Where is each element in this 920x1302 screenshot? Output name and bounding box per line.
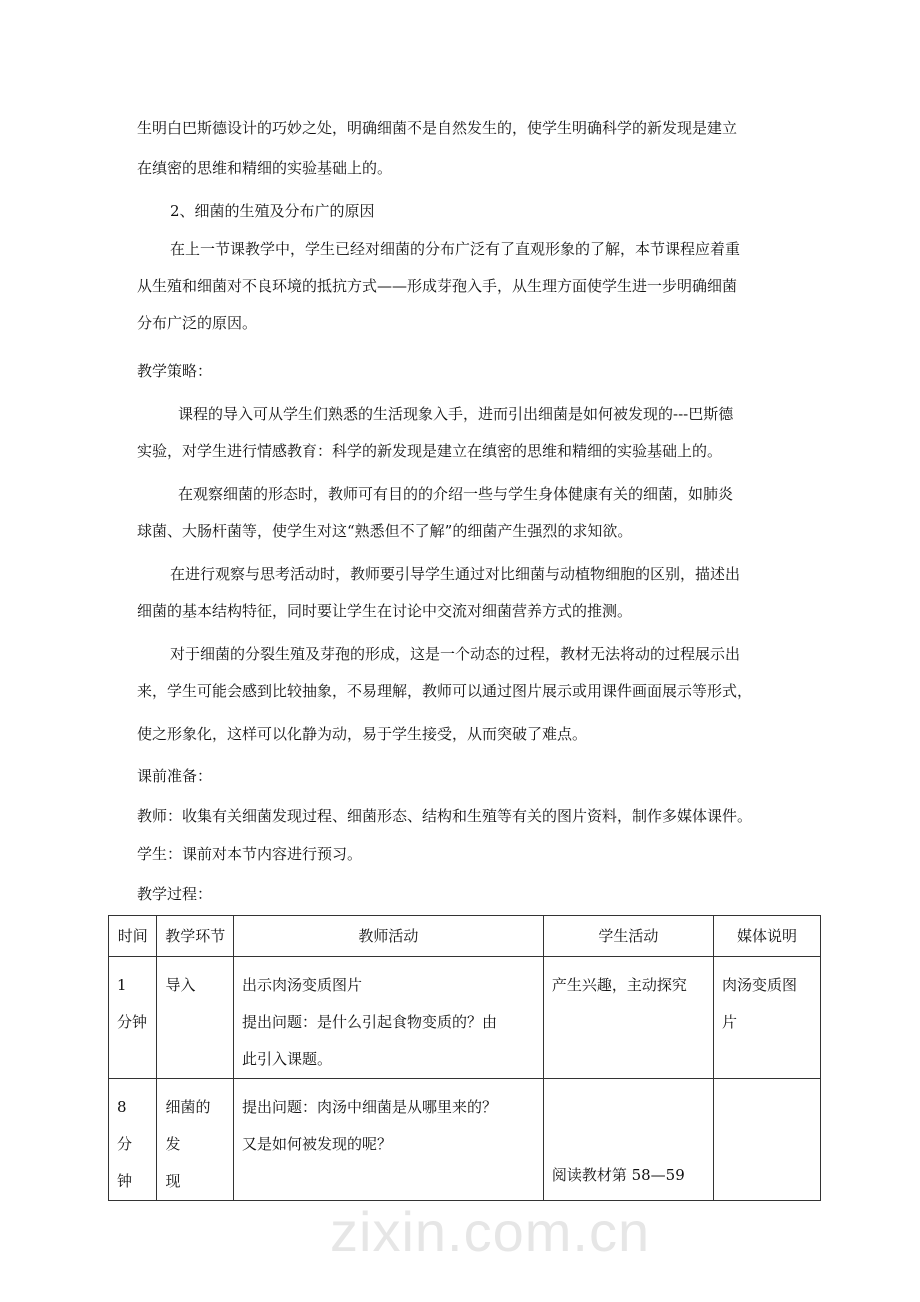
section-heading: 2、细菌的生殖及分布广的原因 bbox=[170, 202, 375, 220]
cell-line: 此引入课题。 bbox=[242, 1050, 333, 1068]
cell-media bbox=[713, 1079, 820, 1201]
text-line: 使之形象化，这样可以化静为动，易于学生接受，从而突破了难点。 bbox=[137, 725, 588, 743]
cell-media bbox=[713, 957, 820, 1079]
cell-stage bbox=[157, 1079, 234, 1201]
table-header-row bbox=[109, 916, 821, 957]
cell-student: 产生兴趣，主动探究 bbox=[543, 957, 713, 1079]
cell-line: 片 bbox=[721, 1013, 737, 1031]
cell-student bbox=[543, 1079, 713, 1201]
section-heading: 教学过程： bbox=[137, 885, 213, 903]
cell-line: 1 bbox=[117, 976, 127, 994]
text-line: 对于细菌的分裂生殖及芽孢的形成，这是一个动态的过程，教材无法将动的过程展示出 bbox=[170, 645, 741, 663]
text-line: 在进行观察与思考活动时，教师要引导学生通过对比细菌与动植物细胞的区别，描述出 bbox=[170, 565, 741, 583]
text-line: 细菌的基本结构特征，同时要让学生在讨论中交流对细菌营养方式的推测。 bbox=[137, 602, 633, 620]
header-media: 媒体说明 bbox=[713, 916, 820, 957]
section-heading: 教学策略： bbox=[137, 362, 213, 380]
header-stage: 教学环节 bbox=[157, 916, 234, 957]
text-line: 在上一节课教学中，学生已经对细菌的分布广泛有了直观形象的了解，本节课程应着重 bbox=[170, 240, 741, 258]
text-line: 在缜密的思维和精细的实验基础上的。 bbox=[137, 159, 393, 177]
text-line: 学生：课前对本节内容进行预习。 bbox=[137, 845, 363, 863]
header-student: 学生活动 bbox=[543, 916, 713, 957]
cell-line: 分钟 bbox=[117, 1013, 148, 1031]
text-line: 在观察细菌的形态时，教师可有目的的介绍一些与学生身体健康有关的细菌，如肺炎 bbox=[178, 485, 734, 503]
text-line: 课程的导入可从学生们熟悉的生活现象入手，进而引出细菌是如何被发现的---巴斯德 bbox=[178, 405, 734, 423]
text-line: 生明白巴斯德设计的巧妙之处，明确细菌不是自然发生的，使学生明确科学的新发现是建立 bbox=[137, 119, 738, 137]
watermark: zixin.com.cn bbox=[330, 1200, 651, 1263]
text-line: 实验，对学生进行情感教育：科学的新发现是建立在缜密的思维和精细的实验基础上的。 bbox=[137, 442, 723, 460]
text-line: 从生殖和细菌对不良环境的抵抗方式——形成芽孢入手，从生理方面使学生进一步明确细菌 bbox=[137, 277, 738, 295]
cell-line: 肉汤变质图 bbox=[721, 976, 797, 994]
cell-line: 现 bbox=[165, 1172, 181, 1190]
cell-teacher bbox=[234, 957, 544, 1079]
cell-line: 8 分 bbox=[117, 1098, 142, 1153]
cell-line: 钟 bbox=[117, 1172, 133, 1190]
cell-stage: 导入 bbox=[157, 957, 234, 1079]
table-row bbox=[109, 1079, 821, 1201]
cell-line: 出示肉汤变质图片 bbox=[242, 976, 363, 994]
header-teacher: 教师活动 bbox=[234, 916, 544, 957]
cell-line: 提出问题：肉汤中细菌是从哪里来的？ bbox=[242, 1098, 498, 1116]
header-time: 时间 bbox=[109, 916, 157, 957]
text-line: 球菌、大肠杆菌等，使学生对这“熟悉但不了解”的细菌产生强烈的求知欲。 bbox=[137, 522, 633, 540]
table-row bbox=[109, 957, 821, 1079]
text-line: 来，学生可能会感到比较抽象，不易理解，教师可以通过图片展示或用课件画面展示等形式， bbox=[137, 682, 753, 700]
cell-line: 又是如何被发现的呢？ bbox=[242, 1135, 393, 1153]
cell-teacher bbox=[234, 1079, 544, 1201]
text-line: 教师：收集有关细菌发现过程、细菌形态、结构和生殖等有关的图片资料，制作多媒体课件。 bbox=[137, 807, 753, 825]
text-line: 分布广泛的原因。 bbox=[137, 314, 258, 332]
cell-line: 阅读教材第 58—59 bbox=[551, 1166, 685, 1184]
cell-time bbox=[109, 957, 157, 1079]
cell-line: 提出问题：是什么引起食物变质的？由 bbox=[242, 1013, 498, 1031]
lesson-process-table bbox=[108, 915, 821, 1201]
section-heading: 课前准备： bbox=[137, 767, 213, 785]
cell-time bbox=[109, 1079, 157, 1201]
cell-line: 细菌的发 bbox=[165, 1098, 211, 1153]
